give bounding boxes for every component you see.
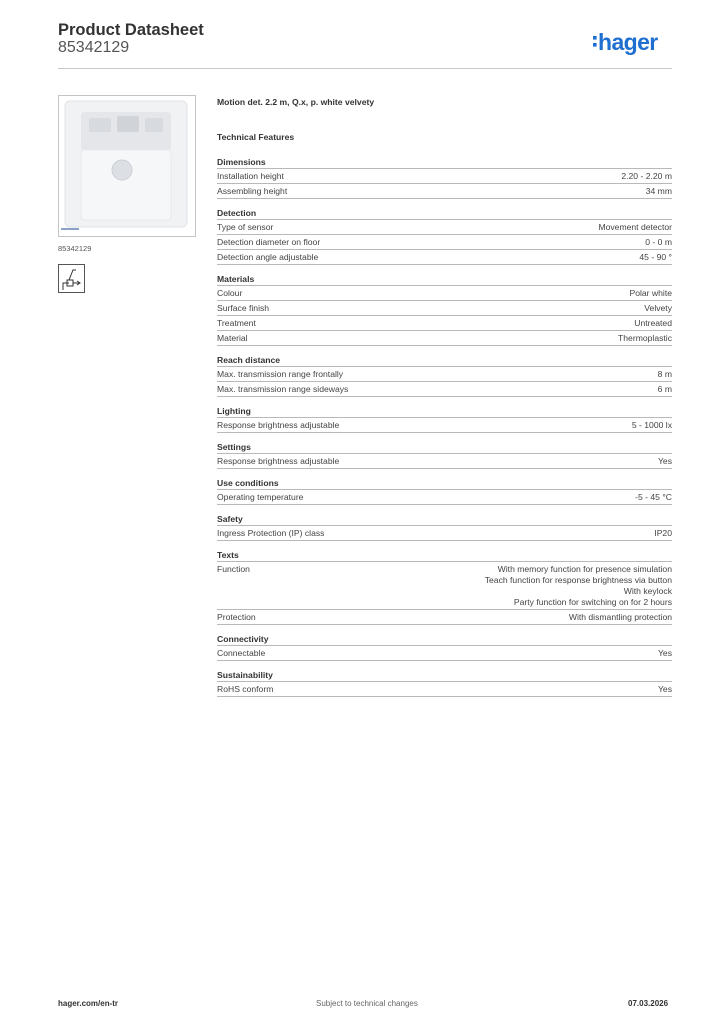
spec-row <box>217 562 672 610</box>
spec-label: Material <box>217 333 248 343</box>
spec-section <box>217 441 672 469</box>
spec-row <box>217 235 672 250</box>
spec-value <box>485 564 672 608</box>
spec-value-line: 34 mm <box>645 186 672 196</box>
spec-value <box>634 318 672 329</box>
spec-value <box>639 252 672 263</box>
spec-row <box>217 490 672 505</box>
footer-note: Subject to technical changes <box>316 999 418 1008</box>
spec-row <box>217 286 672 301</box>
spec-value-line: IP20 <box>654 528 672 538</box>
spec-section <box>217 207 672 265</box>
spec-value-line: Polar white <box>629 288 672 298</box>
spec-value <box>658 684 672 695</box>
spec-label: Colour <box>217 288 243 298</box>
spec-value-line: Yes <box>657 456 672 466</box>
spec-section <box>217 477 672 505</box>
section-title: Texts <box>217 549 672 562</box>
spec-value <box>654 528 672 539</box>
spec-value-line: With dismantling protection <box>568 612 672 622</box>
spec-section <box>217 354 672 397</box>
spec-section <box>217 669 672 697</box>
spec-section <box>217 273 672 346</box>
spec-value <box>629 288 672 299</box>
datasheet-content <box>217 96 672 697</box>
spec-row <box>217 382 672 397</box>
spec-section <box>217 513 672 541</box>
spec-value-line: Movement detector <box>598 222 672 232</box>
features-title: Technical Features <box>217 132 295 142</box>
spec-label: Treatment <box>217 318 256 328</box>
spec-row <box>217 682 672 697</box>
spec-label: Max. transmission range sideways <box>217 384 349 394</box>
spec-section <box>217 633 672 661</box>
spec-value <box>569 612 672 623</box>
spec-value-line: Teach function for response brightness via button <box>484 575 672 585</box>
spec-value <box>658 384 672 395</box>
spec-value-line: With memory function for presence simulation <box>497 564 672 574</box>
spec-label: Response brightness adjustable <box>217 420 340 430</box>
spec-label: Surface finish <box>217 303 270 313</box>
spec-value <box>644 303 672 314</box>
section-title: Safety <box>217 513 672 526</box>
footer-date: 07.03.2026 <box>628 999 669 1008</box>
spec-value-line: -5 - 45 °C <box>635 492 672 502</box>
section-title: Reach distance <box>217 354 672 367</box>
spec-label: Connectable <box>217 648 266 658</box>
spec-value-line: With keylock <box>623 586 672 596</box>
section-title: Materials <box>217 273 672 286</box>
product-image <box>58 95 196 237</box>
spec-value-line: 8 m <box>657 369 672 379</box>
svg-text:hager: hager <box>598 29 658 55</box>
spec-value <box>621 171 672 182</box>
spec-section <box>217 549 672 625</box>
spec-value-line: 0 - 0 m <box>645 237 672 247</box>
header-divider <box>58 68 672 69</box>
page-title: Product Datasheet <box>58 21 204 39</box>
spec-label: RoHS conform <box>217 684 274 694</box>
spec-value-line: Velvety <box>644 303 672 313</box>
spec-label: Detection angle adjustable <box>217 252 319 262</box>
spec-row <box>217 331 672 346</box>
spec-section <box>217 156 672 199</box>
spec-label: Type of sensor <box>217 222 274 232</box>
spec-value-line: 6 m <box>657 384 672 394</box>
spec-row <box>217 250 672 265</box>
section-title: Sustainability <box>217 669 672 682</box>
spec-label: Detection diameter on floor <box>217 237 321 247</box>
feature-sections <box>217 156 672 697</box>
motion-detector-pictogram-icon <box>58 264 85 293</box>
spec-label: Assembling height <box>217 186 288 196</box>
spec-value <box>646 186 672 197</box>
spec-row <box>217 367 672 382</box>
spec-value <box>635 492 672 503</box>
spec-value <box>658 369 672 380</box>
spec-row <box>217 169 672 184</box>
spec-section <box>217 405 672 433</box>
spec-value <box>632 420 672 431</box>
spec-value-line: 5 - 1000 lx <box>631 420 672 430</box>
spec-value-line: Yes <box>657 684 672 694</box>
spec-label: Protection <box>217 612 256 622</box>
spec-value-line: Untreated <box>634 318 672 328</box>
spec-value-line: 2.20 - 2.20 m <box>621 171 672 181</box>
section-title: Detection <box>217 207 672 220</box>
spec-value <box>618 333 672 344</box>
spec-value-line: Party function for switching on for 2 hours <box>513 597 672 607</box>
spec-label: Installation height <box>217 171 284 181</box>
image-caption: 85342129 <box>58 244 92 253</box>
spec-row <box>217 610 672 625</box>
spec-label: Ingress Protection (IP) class <box>217 528 325 538</box>
spec-row <box>217 301 672 316</box>
spec-row <box>217 646 672 661</box>
spec-row <box>217 454 672 469</box>
spec-value-line: Thermoplastic <box>618 333 672 343</box>
section-title: Use conditions <box>217 477 672 490</box>
spec-value <box>645 237 672 248</box>
spec-row <box>217 526 672 541</box>
spec-row <box>217 418 672 433</box>
spec-value-line: 45 - 90 ° <box>639 252 672 262</box>
spec-label: Function <box>217 564 250 574</box>
spec-label: Response brightness adjustable <box>217 456 340 466</box>
spec-row <box>217 184 672 199</box>
hager-logo <box>592 28 674 56</box>
spec-value <box>598 222 672 233</box>
section-title: Lighting <box>217 405 672 418</box>
spec-row <box>217 316 672 331</box>
spec-value-line: Yes <box>657 648 672 658</box>
footer-website[interactable]: hager.com/en-tr <box>58 999 119 1008</box>
product-name: Motion det. 2.2 m, Q.x, p. white velvety <box>217 97 375 107</box>
spec-label: Operating temperature <box>217 492 304 502</box>
spec-value <box>658 648 672 659</box>
product-number: 85342129 <box>58 39 130 56</box>
spec-value <box>658 456 672 467</box>
spec-label: Max. transmission range frontally <box>217 369 344 379</box>
section-title: Dimensions <box>217 156 672 169</box>
section-title: Connectivity <box>217 633 672 646</box>
spec-row <box>217 220 672 235</box>
section-title: Settings <box>217 441 672 454</box>
